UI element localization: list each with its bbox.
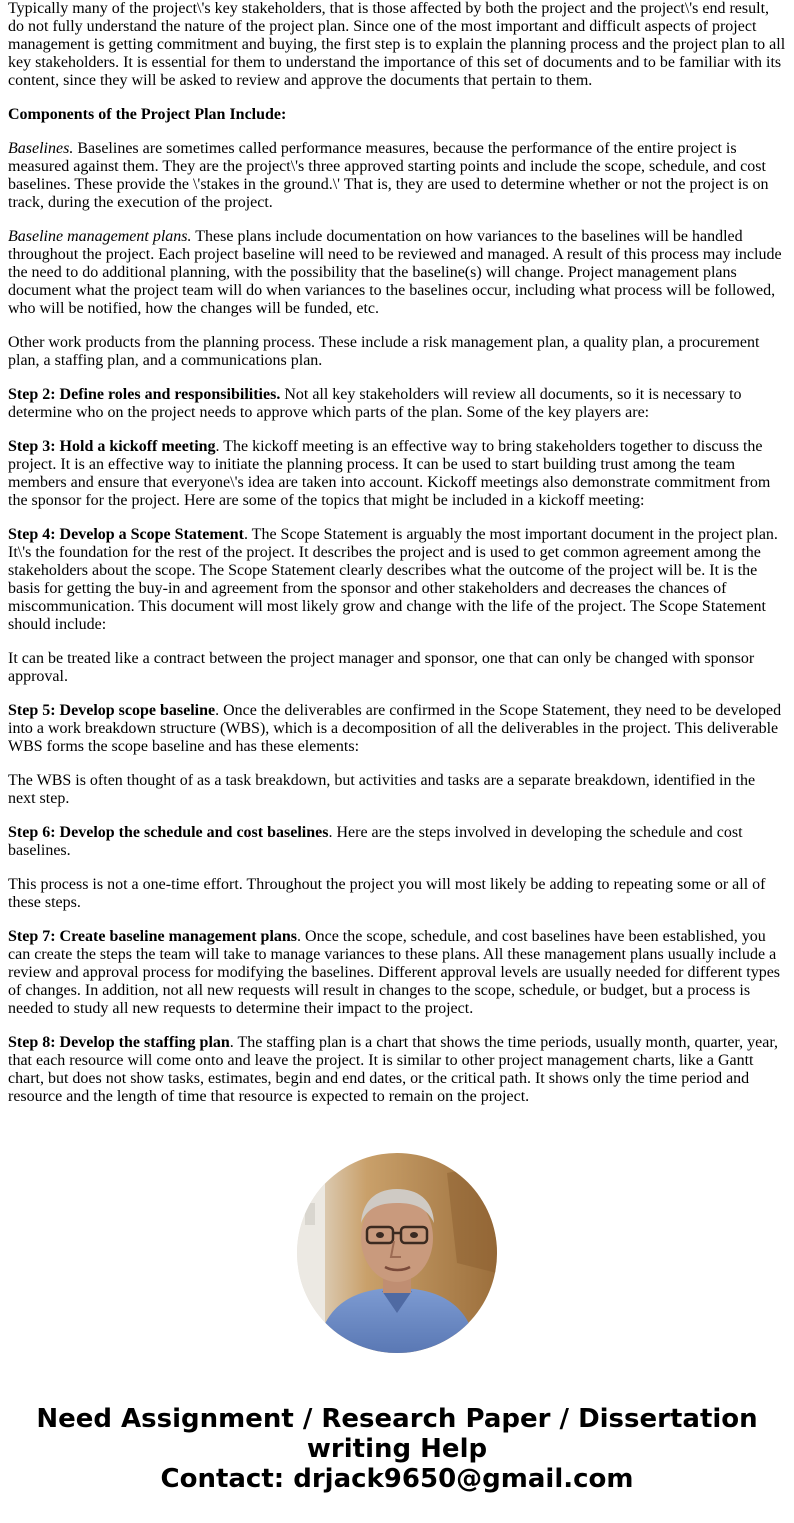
baselines-paragraph bbox=[8, 140, 786, 212]
step2-text: Not all key stakeholders will review all documents, so it is necessary to determine who on the project needs to approve which parts of the plan. Some of the key players are: bbox=[8, 386, 742, 421]
article-body bbox=[8, 0, 786, 1122]
baseline-management-plans-paragraph bbox=[8, 228, 786, 318]
step4-paragraph bbox=[8, 526, 786, 634]
promo-line-1: Need Assignment / Research Paper / Dissertation bbox=[36, 1404, 758, 1434]
step6-text: . Here are the steps involved in developing the schedule and cost baselines. bbox=[8, 824, 743, 859]
step4-text: . The Scope Statement is arguably the most important document in the project plan. It\'s the foundation for the rest of the project. It describes the project and is used to get common agreement among the stakeholders about the scope. The Scope Statement clearly describes what the outcome of the project will be. It is the basis for getting the buy-in and agreement from the sponsor and other stakeholders and decreases the chances of miscommunication. This document will most likely grow and change with the life of the project. The Scope Statement should include: bbox=[8, 526, 778, 633]
step7-text: . Once the scope, schedule, and cost baselines have been established, you can create the steps the team will take to manage variances to these plans. All these management plans usually include a review and approval process for modifying the baselines. Different approval levels are usually needed for different types of changes. In addition, not all new requests will result in changes to the scope, schedule, or budget, but a process is needed to study all new requests to determine their impact to the project. bbox=[8, 928, 781, 1017]
baselines-term: Baselines. bbox=[8, 140, 74, 157]
step3-title: Step 3: Hold a kickoff meeting bbox=[8, 438, 216, 455]
baseline-management-plans-term: Baseline management plans. bbox=[8, 228, 192, 245]
baseline-management-plans-text: These plans include documentation on how variances to the baselines will be handled throughout the project. Each project baseline will need to be reviewed and managed. A result of this process may include the need to do additional planning, with the possibility that the baseline(s) will change. Project management plans document what the project team will do when variances to the baselines occur, including what process will be followed, who will be notified, how the changes will be funded, etc. bbox=[8, 228, 782, 317]
intro-paragraph: Typically many of the project\'s key stakeholders, that is those affected by both the project and the project\'s end result, do not fully understand the nature of the project plan. Since one of the most important and difficult aspects of project management is getting commitment and buying, the first step is to explain the planning process and the project plan to all key stakeholders. It is essential for them to understand the importance of this set of documents and to be familiar with its content, since they will be asked to review and approve the documents that pertain to them. bbox=[8, 0, 786, 89]
baselines-text: Baselines are sometimes called performance measures, because the performance of the entire project is measured against them. They are the project\'s three approved starting points and include the scope, schedule, and cost baselines. These provide the \'stakes in the ground.\' That is, they are used to determine whether or not the project is on track, during the execution of the project. bbox=[8, 140, 769, 211]
process-paragraph: This process is not a one-time effort. Throughout the project you will most likely be adding to repeating some or all of these steps. bbox=[8, 876, 766, 911]
step7-title: Step 7: Create baseline management plans bbox=[8, 928, 298, 945]
step3-text: . The kickoff meeting is an effective way to bring stakeholders together to discuss the project. It is an effective way to initiate the planning process. It can be used to start building trust among the team members and ensure that everyone\'s idea are taken into account. Kickoff meetings also demonstrate commitment from the sponsor for the project. Here are some of the topics that might be included in a kickoff meeting: bbox=[8, 438, 771, 509]
step4-title: Step 4: Develop a Scope Statement bbox=[8, 526, 244, 543]
step6-title: Step 6: Develop the schedule and cost baselines bbox=[8, 824, 329, 841]
step3-paragraph bbox=[8, 438, 786, 510]
step7-paragraph bbox=[8, 928, 786, 1018]
step8-title: Step 8: Develop the staffing plan bbox=[8, 1034, 230, 1051]
contract-paragraph: It can be treated like a contract between the project manager and sponsor, one that can only be changed with sponsor approval. bbox=[8, 650, 755, 685]
promo-contact: Contact: drjack9650@gmail.com bbox=[160, 1464, 634, 1494]
components-heading bbox=[8, 106, 786, 124]
step5-text: . Once the deliverables are confirmed in the Scope Statement, they need to be developed into a work breakdown structure (WBS), which is a decomposition of all the deliverables in the project. This deliverable WBS forms the scope baseline and has these elements: bbox=[8, 702, 782, 755]
step6-paragraph bbox=[8, 824, 786, 860]
step8-text: . The staffing plan is a chart that shows the time periods, usually month, quarter, year, that each resource will come onto and leave the project. It is similar to other project management charts, like a Gantt chart, but does not show tasks, estimates, begin and end dates, or the critical path. It shows only the time period and resource and the length of time that resource is expected to remain on the project. bbox=[8, 1034, 778, 1105]
avatar-portrait-image bbox=[297, 1153, 497, 1353]
step5-title: Step 5: Develop scope baseline bbox=[8, 702, 216, 719]
step2-paragraph bbox=[8, 386, 786, 422]
avatar bbox=[297, 1153, 497, 1353]
promo-banner bbox=[0, 1404, 794, 1494]
step2-title: Step 2: Define roles and responsibilities. bbox=[8, 386, 281, 403]
components-heading-text: Components of the Project Plan Include: bbox=[8, 106, 287, 123]
promo-line-2: writing Help bbox=[306, 1434, 488, 1464]
wbs-paragraph: The WBS is often thought of as a task breakdown, but activities and tasks are a separate breakdown, identified in the next step. bbox=[8, 772, 756, 807]
other-work-products-paragraph: Other work products from the planning process. These include a risk management plan, a quality plan, a procurement plan, a staffing plan, and a communications plan. bbox=[8, 334, 760, 369]
step8-paragraph bbox=[8, 1034, 786, 1106]
step5-paragraph bbox=[8, 702, 786, 756]
